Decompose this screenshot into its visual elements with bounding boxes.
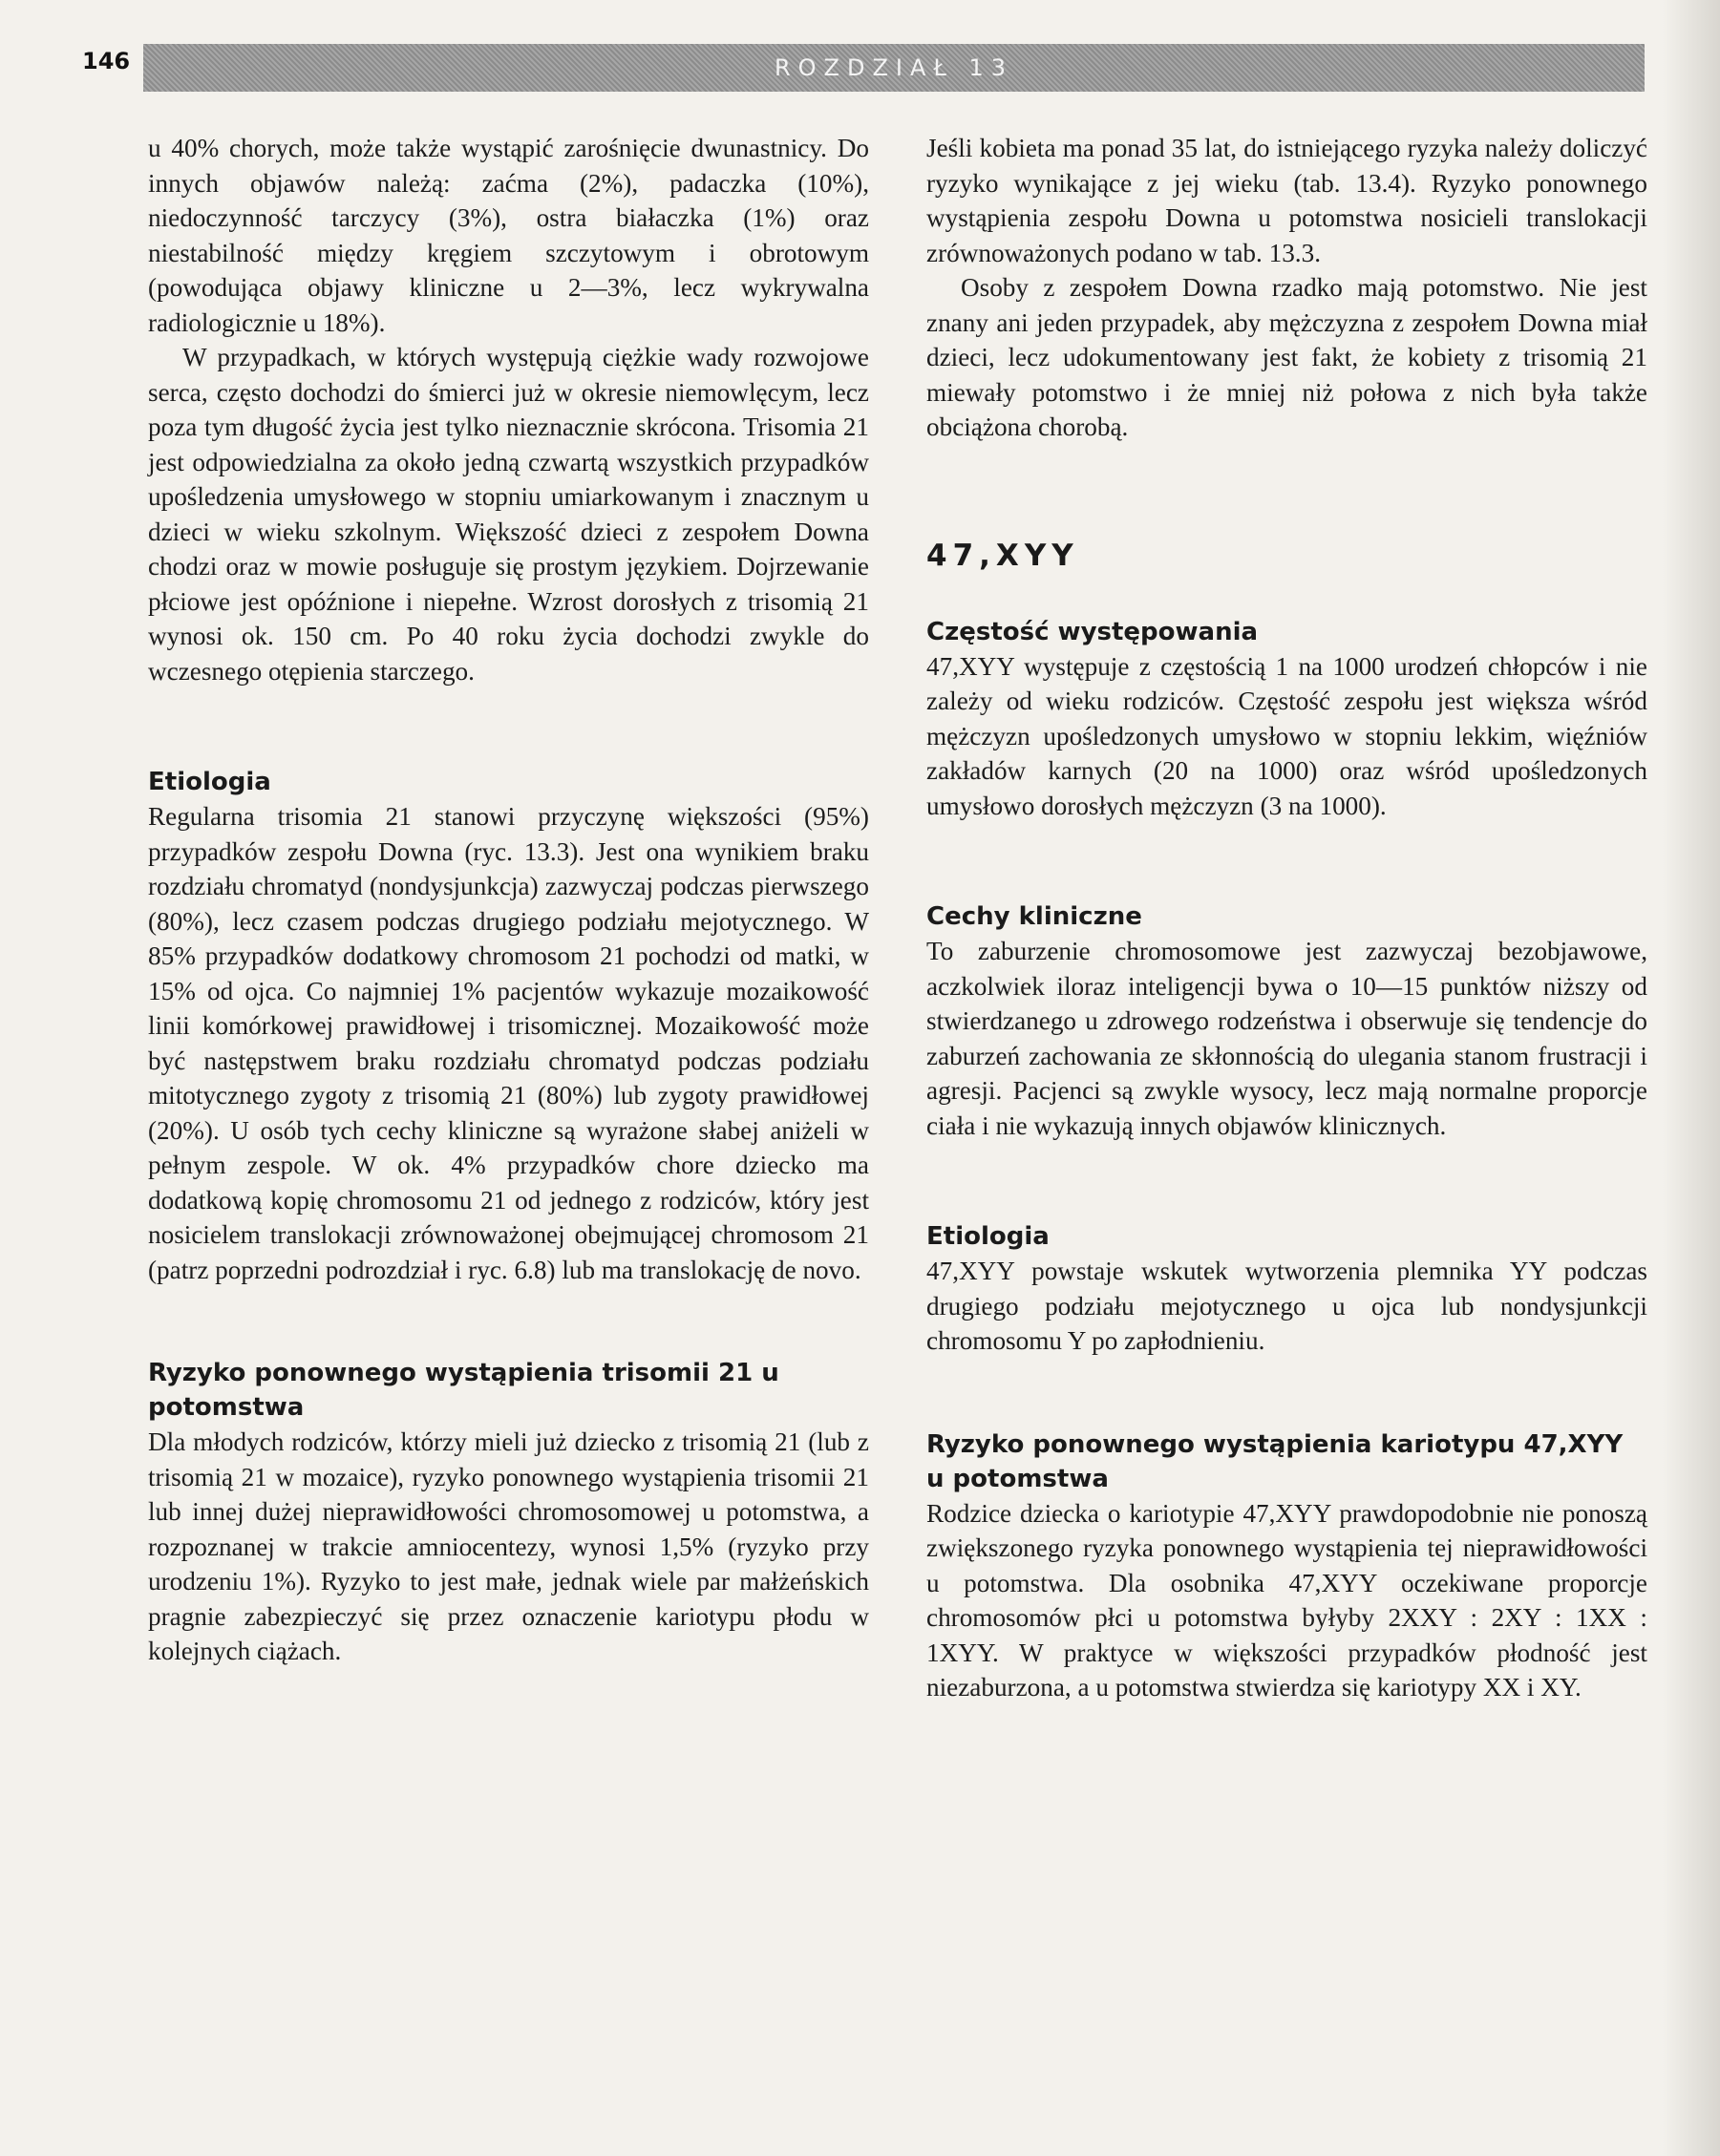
heading-recurrence-xyy: Ryzyko ponownego wystąpienia kariotypu 47,XYY u potomstwa <box>926 1429 1624 1493</box>
paragraph-frequency: 47,XYY występuje z częstością 1 na 1000 urodzeń chłopców i nie zależy od wieku rodziców. Częstość zespołu jest większa wśród mężczyzn upośledzonych umysłowo w stopniu lekkim, więźniów zakładów karnych (20 na 1000) oraz wśród upośledzonych umysłowo dorosłych mężczyzn (3 na 1000). <box>926 651 1647 820</box>
chapter-bar <box>143 44 1645 92</box>
heading-recurrence-trisomy: Ryzyko ponownego wystąpienia trisomii 21 u potomstwa <box>148 1359 779 1422</box>
paragraph-offspring: Osoby z zespołem Downa rzadko mają potomstwo. Nie jest znany ani jeden przypadek, aby mężczyzna z zespołem Downa miał dzieci, lecz udokumentowany jest fakt, że kobiety z trisomią 21 miewały potomstwo i że mniej niż połowa z nich była także obciążona chorobą. <box>926 273 1647 441</box>
chapter-title: ROZDZIAŁ 13 <box>774 54 1014 81</box>
paragraph-recurrence-xyy: Rodzice dziecka o kariotypie 47,XYY prawdopodobnie nie ponoszą zwiększonego ryzyka ponownego wystąpienia tej nieprawidłowości u potomstwa. Dla osobnika 47,XYY oczekiwane proporcje chromosomów płci u potomstwa byłyby 2XXY : 2XY : 1XX : 1XYY. W praktyce w większości przypadków płodność jest niezaburzona, a u potomstwa stwierdza się kariotypy XX i XY. <box>926 1498 1647 1702</box>
paragraph-maternal-age: Jeśli kobieta ma ponad 35 lat, do istniejącego ryzyka należy doliczyć ryzyko wynikające z jej wieku (tab. 13.4). Ryzyko ponownego wystąpienia zespołu Downa u potomstwa nosicieli translokacji zrównoważonych podano w tab. 13.3. <box>926 134 1647 267</box>
right-column <box>926 131 1647 1705</box>
paragraph-etiology: Regularna trisomia 21 stanowi przyczynę większości (95%) przypadków zespołu Downa (ryc. 13.3). Jest ona wynikiem braku rozdziału chromatyd (nondysjunkcja) zazwyczaj podczas pierwszego (80%), lecz czasem podczas drugiego podziału mejotycznego. W 85% przypadków dodatkowy chromosom 21 pochodzi od matki, w 15% od ojca. Co najmniej 1% pacjentów wykazuje mozaikowość linii komórkowej prawidłowej i trisomicznej. Mozaikowość może być następstwem braku rozdziału chromatyd podczas podziału mitotycznego zygoty z trisomią 21 (80%) lub zygoty prawidłowej (20%). U osób tych cechy kliniczne są wyrażone słabej aniżeli w pełnym zespole. W ok. 4% przypadków chore dziecko ma dodatkową kopię chromosomu 21 od jednego z rodziców, który jest nosicielem translokacji zrównoważonej obejmującej chromosom 21 (patrz poprzedni podrozdział i ryc. 6.8) lub ma translokację de novo. <box>148 802 869 1284</box>
left-column <box>148 131 869 1669</box>
paragraph-clinical-features: To zaburzenie chromosomowe jest zazwyczaj bezobjawowe, aczkolwiek iloraz inteligencji bywa o 10—15 punktów niższy od stwierdzanego u zdrowego rodzeństwa i obserwuje się tendencje do zaburzeń zachowania ze skłonnością do ulegania stanom frustracji i agresji. Pacjenci są zwykle wysocy, lecz mają normalne proporcje ciała i nie wykazują innych objawów klinicznych. <box>926 937 1647 1140</box>
heading-frequency: Częstość występowania <box>926 617 1259 646</box>
paragraph-symptoms: u 40% chorych, może także wystąpić zarośnięcie dwunastnicy. Do innych objawów należą: zaćma (2%), padaczka (10%), niedoczynność tarczycy (3%), ostra białaczka (1%) oraz niestabilność między kręgiem szczytowym i obrotowym (powodująca objawy kliniczne u 2—3%, lecz wykrywalna radiologicznie u 18%). <box>148 134 869 337</box>
heading-clinical-features: Cechy kliniczne <box>926 902 1142 931</box>
paragraph-prognosis: W przypadkach, w których występują ciężkie wady rozwojowe serca, często dochodzi do śmierci już w okresie niemowlęcym, lecz poza tym długość życia jest tylko nieznacznie skrócona. Trisomia 21 jest odpowiedzialna za około jedną czwartą wszystkich przypadków upośledzenia umysłowego w stopniu umiarkowanym i znacznym u dzieci w wieku szkolnym. Większość dzieci z zespołem Downa chodzi oraz w mowie posługuje się prostym językiem. Dojrzewanie płciowe jest opóźnione i niepełne. Wzrost dorosłych z trisomią 21 wynosi ok. 150 cm. Po 40 roku życia dochodzi zwykle do wczesnego otępienia starczego. <box>148 343 869 686</box>
heading-47xyy: 47,XYY <box>926 538 1079 573</box>
page-edge-shadow <box>1663 0 1720 2156</box>
heading-etiology-xyy: Etiologia <box>926 1222 1050 1251</box>
page-number: 146 <box>82 48 131 74</box>
paragraph-recurrence-trisomy: Dla młodych rodziców, którzy mieli już dziecko z trisomią 21 (lub z trisomią 21 w mozaice), ryzyko ponownego wystąpienia trisomii 21 lub innej dużej nieprawidłowości chromosomowej u potomstwa, a rozpoznanej w trakcie amniocentezy, wynosi 1,5% (ryzyko przy urodzeniu 1%). Ryzyko to jest małe, jednak wiele par małżeńskich pragnie zabezpieczyć się przez oznaczenie kariotypu płodu w kolejnych ciążach. <box>148 1427 869 1665</box>
paragraph-etiology-xyy: 47,XYY powstaje wskutek wytworzenia plemnika YY podczas drugiego podziału mejotycznego u ojca lub nondysjunkcji chromosomu Y po zapłodnieniu. <box>926 1257 1647 1355</box>
page-header <box>0 0 1720 105</box>
heading-etiology: Etiologia <box>148 768 271 796</box>
